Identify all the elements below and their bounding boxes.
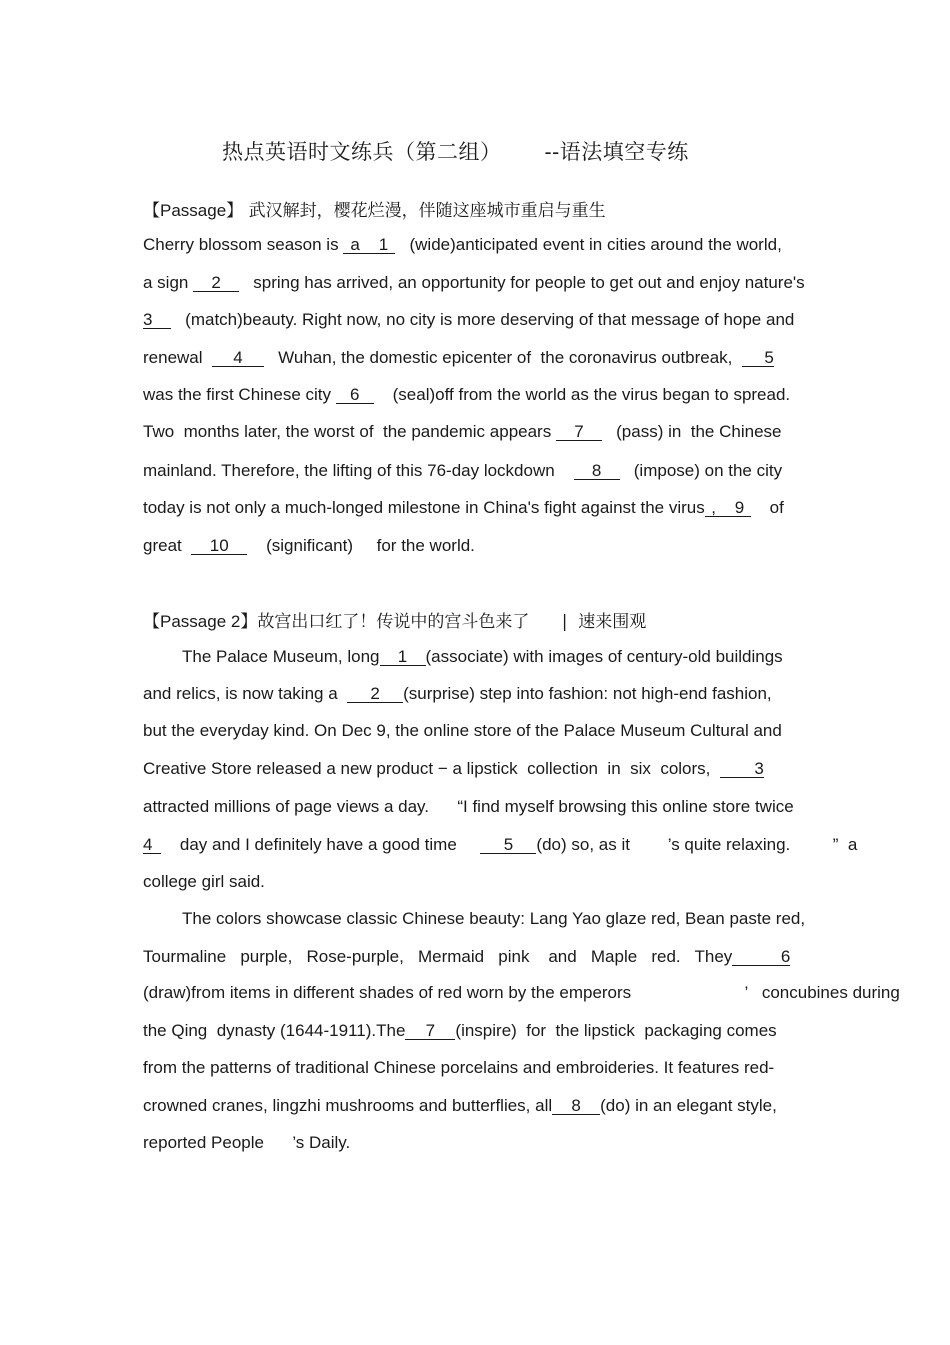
passage2-line: attracted millions of page views a day. “I find myself browsing this online store twice [143, 797, 794, 816]
text: day and I definitely have a good time [161, 835, 481, 854]
passage2-line: reported People ’s Daily. [143, 1133, 351, 1152]
passage1-line [143, 348, 774, 368]
passage1-line [143, 422, 781, 442]
blank-6[interactable]: 6 [732, 948, 790, 966]
passage2-line [143, 947, 790, 967]
passage1-line [143, 536, 475, 556]
passage1-line [143, 310, 794, 330]
text: (wide)anticipated event in cities around the world, [395, 235, 782, 254]
passage2-line [143, 1021, 777, 1041]
text: Tourmaline purple, Rose-purple, Mermaid pink and Maple red. They [143, 947, 733, 966]
blank-8[interactable]: 8 [574, 462, 620, 480]
passage2-line: from the patterns of traditional Chinese porcelains and embroideries. It features red- [143, 1058, 775, 1077]
passage2-line: The colors showcase classic Chinese beauty: Lang Yao glaze red, Bean paste red, [182, 909, 806, 928]
passage1-line [143, 385, 790, 405]
passage2-line: (draw)from items in different shades of red worn by the emperors ’ concubines during [143, 983, 900, 1002]
text: spring has arrived, an opportunity for people to get out and enjoy nature's [239, 273, 805, 292]
passage2-heading [143, 607, 646, 632]
blank-10[interactable]: 10 [191, 537, 247, 555]
blank-2[interactable]: 2 [193, 274, 239, 292]
text: Creative Store released a new product − a lipstick collection in six colors, [143, 759, 720, 778]
passage2-label: 【Passage 2】 [143, 612, 258, 631]
text: (surprise) step into fashion: not high-end fashion, [403, 684, 772, 703]
blank-3[interactable]: 3 [143, 311, 171, 329]
text: was the first Chinese city [143, 385, 336, 404]
blank-5[interactable]: 5 [480, 836, 536, 854]
document-title: 热点英语时文练兵（第二组） --语法填空专练 [222, 140, 689, 164]
text: Wuhan, the domestic epicenter of the coronavirus outbreak, [263, 348, 742, 367]
passage1-line [143, 235, 782, 255]
passage1-heading-cn: 武汉解封，樱花烂漫，伴随这座城市重启与重生 [243, 201, 606, 221]
blank-8[interactable]: 8 [552, 1097, 600, 1115]
text: today is not only a much-longed milestone in China's fight against the virus [143, 498, 705, 517]
passage2-heading-cn: 故宫出口红了！传说中的宫斗色来了 | 速来围观 [257, 612, 647, 632]
text: (associate) with images of century-old buildings [425, 647, 783, 666]
blank-4[interactable]: 4 [212, 349, 264, 367]
blank-2[interactable]: 2 [347, 685, 403, 703]
passage2-line [143, 835, 857, 855]
text: renewal [143, 348, 212, 367]
blank-1[interactable]: 1 [380, 648, 426, 666]
text: great [143, 536, 192, 555]
text: (do) in an elegant style, [600, 1096, 777, 1115]
text: of [750, 498, 784, 517]
blank-4[interactable]: 4 [143, 836, 161, 854]
text: crowned cranes, lingzhi mushrooms and butterflies, all [143, 1096, 553, 1115]
text: (pass) in the Chinese [601, 422, 782, 441]
text: The Palace Museum, long [182, 647, 380, 666]
text: and relics, is now taking a [143, 684, 348, 703]
text: mainland. Therefore, the lifting of this 76-day lockdown [143, 461, 574, 480]
text: (impose) on the city [619, 461, 783, 480]
passage1-line [143, 461, 782, 481]
blank-7[interactable]: 7 [405, 1022, 455, 1040]
text: a sign [143, 273, 194, 292]
passage2-line: college girl said. [143, 872, 265, 891]
text: Two months later, the worst of the pandemic appears [143, 422, 556, 441]
blank-9[interactable]: , 9 [705, 499, 751, 517]
passage2-line: but the everyday kind. On Dec 9, the online store of the Palace Museum Cultural and [143, 721, 782, 740]
passage2-line [182, 647, 783, 667]
passage1-line [143, 273, 805, 293]
text: (seal)off from the world as the virus began to spread. [373, 385, 791, 404]
text: (significant) for the world. [247, 536, 475, 555]
passage1-heading [143, 196, 606, 221]
blank-6[interactable]: 6 [336, 386, 374, 404]
passage2-line [143, 1096, 777, 1116]
text: the Qing dynasty (1644-1911).The [143, 1021, 406, 1040]
blank-3[interactable]: 3 [720, 760, 764, 778]
text: (match)beauty. Right now, no city is more deserving of that message of hope and [171, 310, 795, 329]
blank-7[interactable]: 7 [556, 423, 602, 441]
blank-5[interactable]: 5 [742, 349, 774, 367]
passage2-line [143, 684, 772, 704]
text: Cherry blossom season is [143, 235, 344, 254]
text: (do) so, as it ’s quite relaxing. ” a [536, 835, 858, 854]
passage1-line [143, 498, 784, 518]
blank-1[interactable]: a 1 [343, 236, 395, 254]
passage2-line [143, 759, 764, 779]
passage1-label: 【Passage】 [143, 201, 244, 220]
text: (inspire) for the lipstick packaging comes [455, 1021, 777, 1040]
